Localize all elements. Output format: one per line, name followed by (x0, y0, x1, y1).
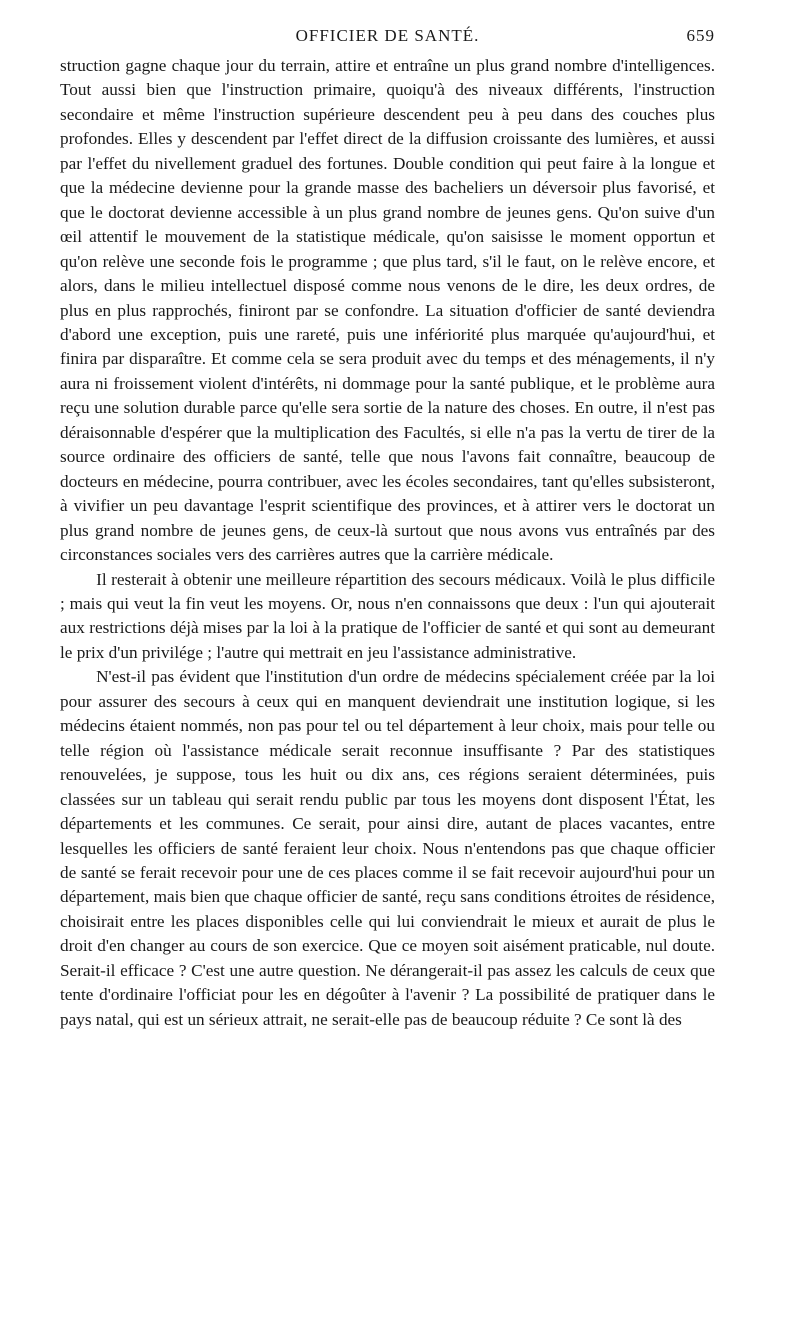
paragraph-institution: N'est-il pas évident que l'institution d'un ordre de médecins spécialement créée par la loi pour assurer des secours à ceux qui en manquent deviendrait une institution logique, si les médecins étaient nommés, non pas pour tel ou tel département à leur choix, mais pour telle ou telle région où l'assistance médicale serait reconnue insuffisante ? Par des statistiques renouvelées, je suppose, tous les huit ou dix ans, ces régions seraient déterminées, puis classées sur un tableau qui serait rendu public par tous les moyens dont disposent l'État, les départements et les communes. Ce serait, pour ainsi dire, autant de places vacantes, entre lesquelles les officiers de santé feraient leur choix. Nous n'entendons pas que chaque officier de santé se ferait recevoir pour une de ces places comme il se fait recevoir aujourd'hui pour un département, mais bien que chaque officier de santé, reçu sans conditions étroites de résidence, choisirait entre les places disponibles celle qui lui conviendrait le mieux et aurait de plus le droit d'en changer au cours de son exercice. Que ce moyen soit aisément praticable, nul doute. Serait-il efficace ? C'est une autre question. Ne dérangerait-il pas assez les calculs de ceux que tente d'ordinaire l'officiat pour les en dégoûter à l'avenir ? La possibilité de pratiquer dans le pays natal, qui est un sérieux attrait, ne serait-elle pas de beaucoup réduite ? Ce sont là des (60, 667, 715, 1029)
book-page (60, 20, 715, 1032)
page-number: 659 (686, 26, 715, 45)
page-header (60, 20, 715, 54)
paragraph-repartition: Il resterait à obtenir une meilleure répartition des secours médicaux. Voilà le plus difficile ; mais qui veut la fin veut les moyens. Or, nous n'en connaissons que deux : l'un qui ajouterait aux restrictions déjà mises par la loi à la pratique de l'officier de santé et qui sont au demeurant le prix d'un privilége ; l'autre qui mettrait en jeu l'assistance administrative. (60, 569, 715, 662)
page-body (60, 54, 715, 1032)
paragraph-continuation: struction gagne chaque jour du terrain, attire et entraîne un plus grand nombre d'intelligences. Tout aussi bien que l'instruction primaire, quoiqu'à des niveaux différents, l'instruction secondaire et même l'instruction supérieure descendent peu à peu dans des couches plus profondes. Elles y descendent par l'effet direct de la diffusion croissante des lumières, et aussi par l'effet du nivellement graduel des fortunes. Double condition qui peut faire à la longue et que la médecine devienne pour la grande masse des bacheliers un déversoir plus favorisé, et que le doctorat devienne accessible à un plus grand nombre de jeunes gens. Qu'on suive d'un œil attentif le mouvement de la statistique médicale, qu'on saisisse le moment opportun et qu'on relève une seconde fois le programme ; que plus tard, s'il le faut, on le relève encore, et alors, dans le milieu intellectuel disposé comme nous venons de le dire, les deux ordres, de plus en plus rapprochés, finiront par se confondre. La situation d'officier de santé deviendra d'abord une exception, puis une rareté, puis une infériorité plus marquée qu'aujourd'hui, et finira par disparaître. Et comme cela se sera produit avec du temps et des ménagements, il n'y aura ni froissement violent d'intérêts, ni dommage pour la santé publique, et le problème aura reçu une solution durable parce qu'elle sera sortie de la nature des choses. En outre, il n'est pas déraisonnable d'espérer que la multiplication des Facultés, si elle n'a pas la vertu de tirer de la source ordinaire des officiers de santé, telle que nous l'avons fait connaître, beaucoup de docteurs en médecine, pourra contribuer, avec les écoles secondaires, tant qu'elles subsisteront, à vivifier un peu davantage l'esprit scientifique des provinces, et à attirer vers le doctorat un plus grand nombre de jeunes gens, de ceux-là surtout que nous avons vus entraînés par des circonstances sociales vers des carrières autres que la carrière médicale. (60, 56, 715, 565)
running-title: OFFICIER DE SANTÉ. (295, 26, 480, 45)
